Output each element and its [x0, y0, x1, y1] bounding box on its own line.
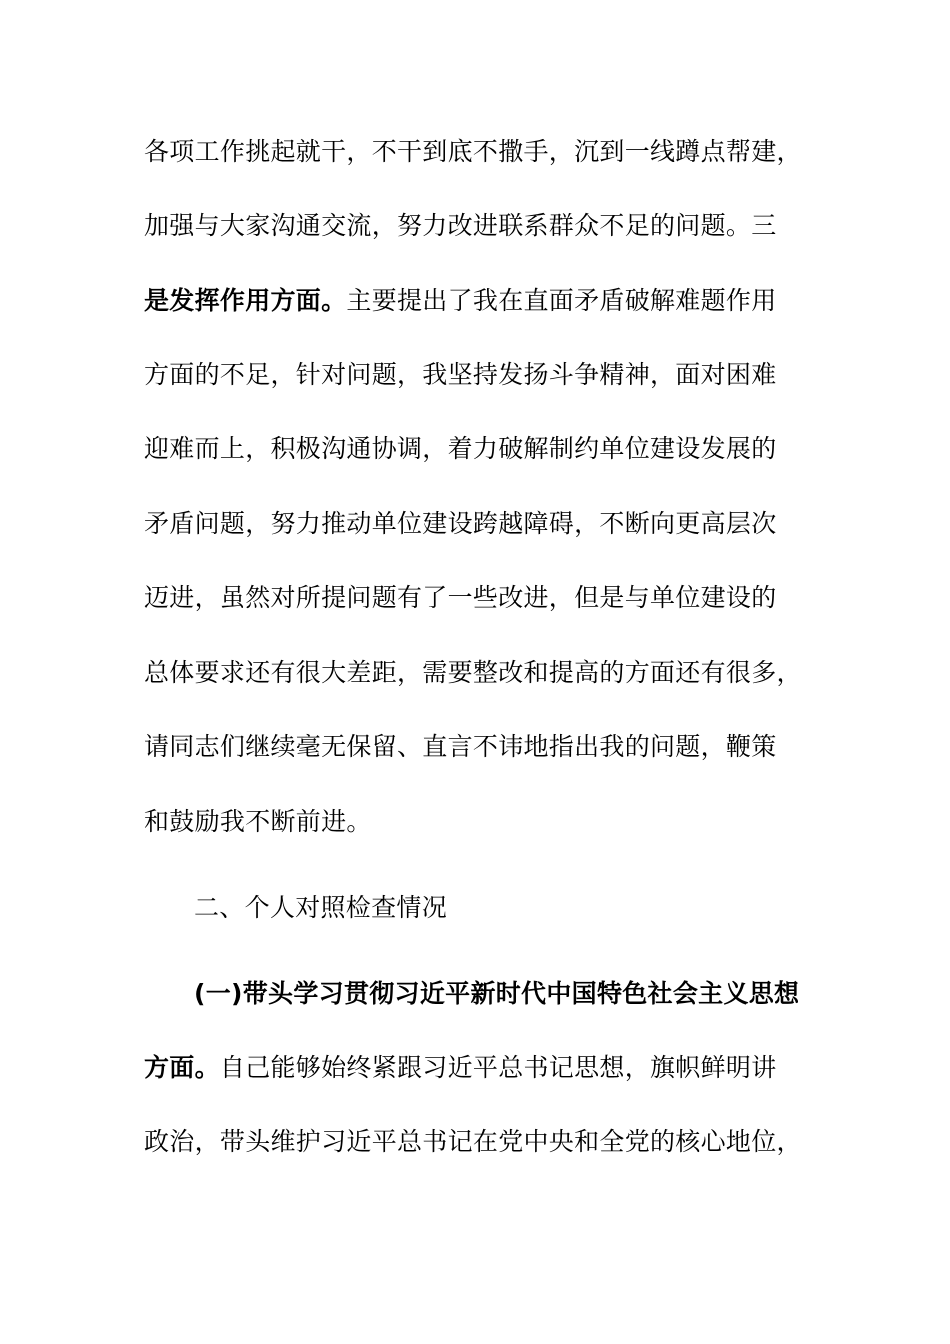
text-line: 各项工作挑起就干，不干到底不撒手，沉到一线蹲点帮建，	[144, 137, 802, 166]
text-line: 矛盾问题，努力推动单位建设跨越障碍，不断向更高层次	[144, 509, 777, 538]
text-span: 主要提出了我在直面矛盾破解难题作用	[346, 286, 777, 315]
text-line: 和鼓励我不断前进。	[144, 807, 372, 836]
text-span: 自己能够始终紧跟习近平总书记思想，旗帜鲜明讲	[219, 1053, 777, 1082]
bold-phrase: 是发挥作用方面。	[144, 286, 347, 315]
text-line: 政治，带头维护习近平总书记在党中央和全党的核心地位，	[144, 1127, 802, 1156]
bold-phrase: 方面。	[144, 1053, 220, 1082]
text-line: 加强与大家沟通交流，努力改进联系群众不足的问题。三	[144, 211, 777, 240]
text-line: 总体要求还有很大差距，需要整改和提高的方面还有很多，	[144, 658, 802, 687]
text-line: 方面的不足，针对问题，我坚持发扬斗争精神，面对困难	[144, 360, 777, 389]
section-heading: 二、个人对照检查情况	[194, 893, 448, 922]
text-line: 迎难而上，积极沟通协调，着力破解制约单位建设发展的	[144, 434, 777, 463]
text-line: 请同志们继续毫无保留、直言不讳地指出我的问题，鞭策	[144, 732, 777, 761]
text-line	[144, 284, 814, 318]
text-line	[144, 1051, 814, 1085]
text-line: 迈进，虽然对所提问题有了一些改进，但是与单位建设的	[144, 583, 777, 612]
subsection-heading: (一)带头学习贯彻习近平新时代中国特色社会主义思想	[194, 979, 800, 1008]
